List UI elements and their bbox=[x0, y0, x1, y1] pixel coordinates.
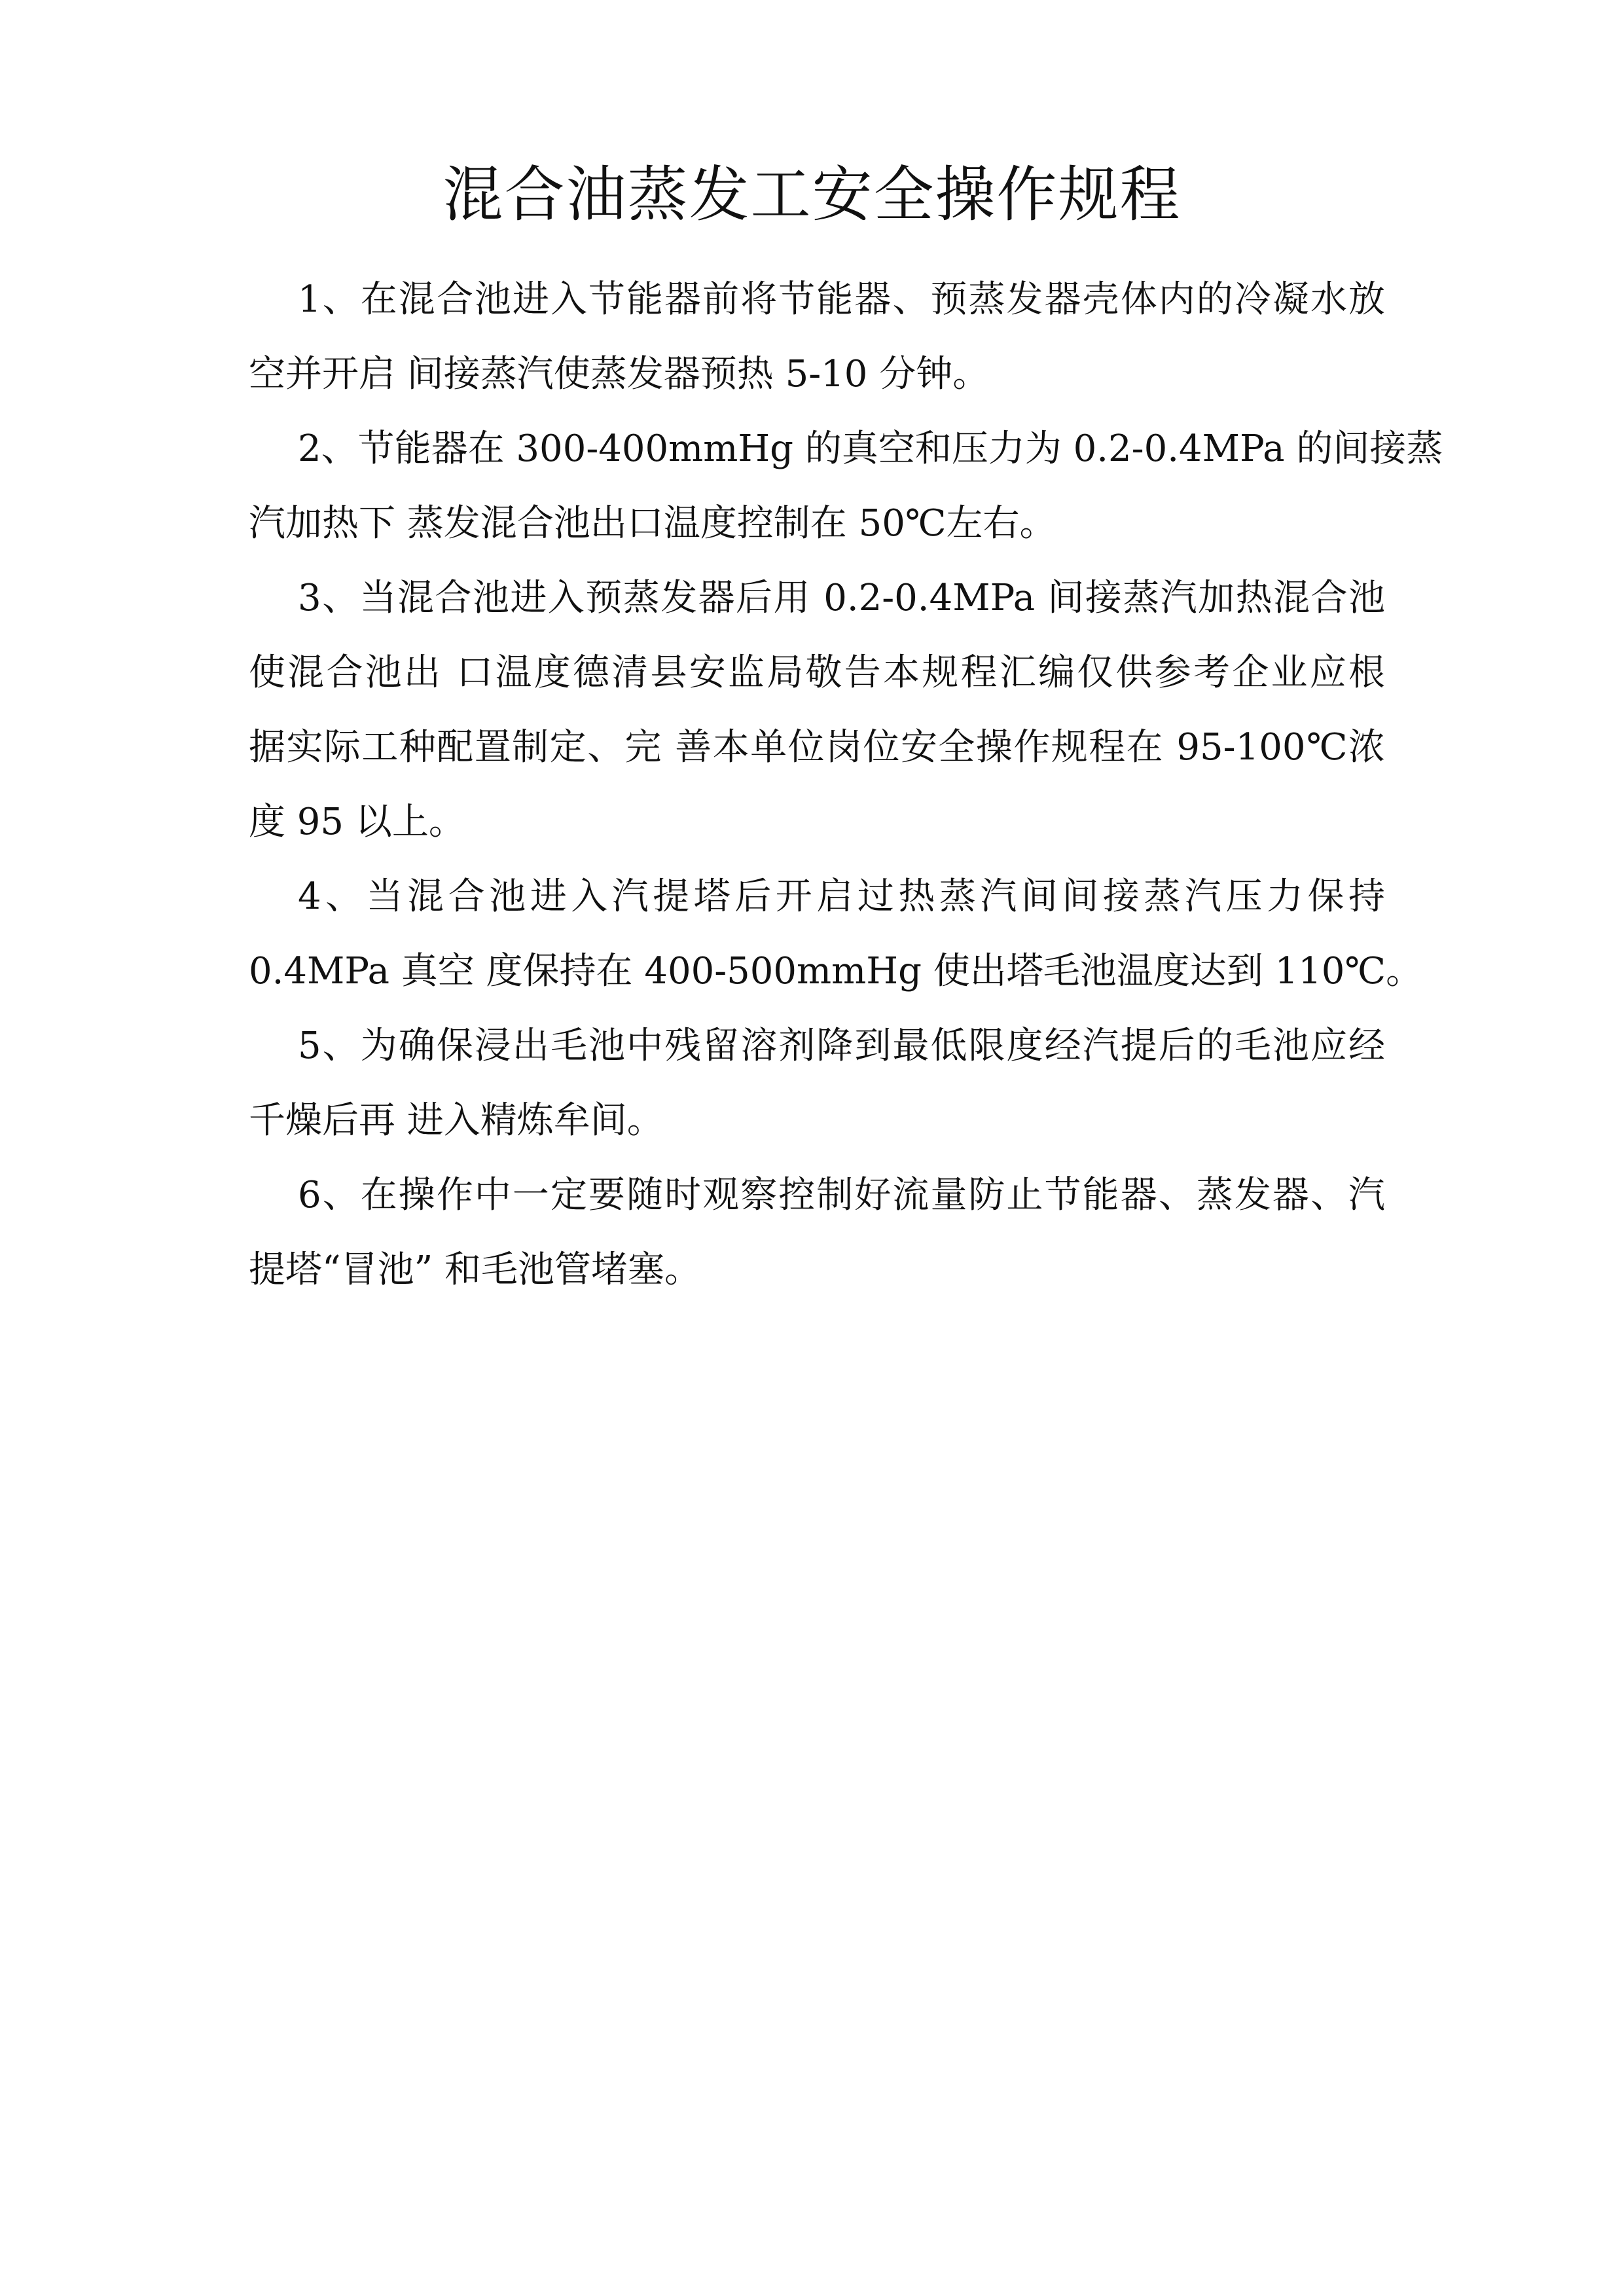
paragraph-3-line-4: 度 95 以上。 bbox=[249, 801, 465, 843]
paragraph-1-line-1: 1、在混合池进入节能器前将节能器、预蒸发器壳体内的冷凝水放 bbox=[298, 278, 1385, 321]
paragraph-6-line-1: 6、在操作中一定要随时观察控制好流量防止节能器、蒸发器、汽 bbox=[298, 1174, 1385, 1216]
paragraph-6-line-2: 提塔“冒池” 和毛池管堵塞。 bbox=[249, 1248, 702, 1291]
paragraph-2-line-1: 2、节能器在 300-400mmHg 的真空和压力为 0.2-0.4MPa 的间接蒸 bbox=[298, 428, 1443, 470]
document-title: 混合油蒸发工安全操作规程 bbox=[442, 160, 1182, 230]
paragraph-5-line-1: 5、为确保浸出毛池中残留溶剂降到最低限度经汽提后的毛池应经 bbox=[298, 1025, 1385, 1067]
paragraph-3-line-3: 据实际工种配置制定、完 善本单位岗位安全操作规程在 95-100℃浓 bbox=[249, 726, 1385, 769]
paragraph-3-line-2: 使混合池出 口温度德清县安监局敬告本规程汇编仅供参考企业应根 bbox=[249, 651, 1385, 694]
paragraph-4-line-2: 0.4MPa 真空 度保持在 400-500mmHg 使出塔毛池温度达到 110℃。 bbox=[249, 950, 1423, 993]
paragraph-1-line-2: 空并开启 间接蒸汽使蒸发器预热 5-10 分钟。 bbox=[249, 353, 990, 395]
paragraph-3-line-1: 3、当混合池进入预蒸发器后用 0.2-0.4MPa 间接蒸汽加热混合池 bbox=[298, 577, 1385, 619]
paragraph-4-line-1: 4、当混合池进入汽提塔后开启过热蒸汽间间接蒸汽压力保持 bbox=[298, 875, 1385, 918]
paragraph-5-line-2: 千燥后再 进入精炼牟间。 bbox=[249, 1099, 664, 1142]
paragraph-2-line-2: 汽加热下 蒸发混合池出口温度控制在 50℃左右。 bbox=[249, 502, 1056, 545]
